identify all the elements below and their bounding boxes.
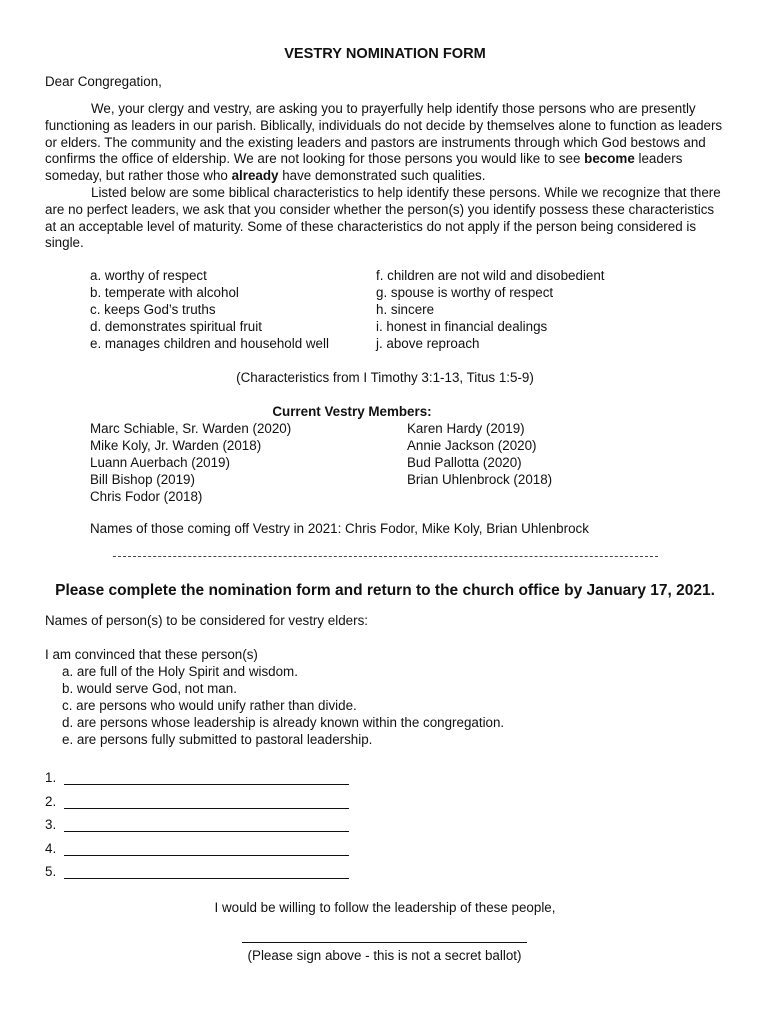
conviction-reason: c. are persons who would unify rather than divide. — [62, 698, 357, 713]
vestry-member: Karen Hardy (2019) — [407, 421, 525, 436]
characteristics-column-right — [376, 268, 605, 353]
intro-bold-become: become — [584, 151, 635, 167]
conviction-reason: d. are persons whose leadership is already known within the congregation. — [62, 715, 505, 730]
nominee-line-4[interactable] — [64, 855, 349, 856]
characteristic-item: h. sincere — [376, 302, 435, 317]
signature-note: (Please sign above - this is not a secret ballot) — [247, 948, 522, 963]
characteristics-column-left — [90, 268, 329, 353]
intro-paragraph-2: Listed below are some biblical characteristics to help identify these persons. While we recognize that there are no perfect leaders, we ask that you consider whether the person(s) you identify possess these characteristics at an acceptable level of maturity. Some of these characteristics do not apply if the person being considered is single. — [45, 184, 721, 251]
nominee-number: 1. — [45, 770, 57, 785]
vestry-members-column-left — [90, 421, 291, 506]
vestry-member: Mike Koly, Jr. Warden (2018) — [90, 438, 262, 453]
nominee-number: 2. — [45, 793, 57, 809]
characteristic-item: a. worthy of respect — [90, 268, 207, 283]
vestry-member: Annie Jackson (2020) — [407, 438, 537, 453]
intro-text-1: We, your clergy and vestry, are asking you to prayerfully help identify those persons who are presently functioning as leaders in our parish. Biblically, individuals do not decide by themselves alone to function as leaders or elders. The community and the existing leaders and pastors are instruments through which God bestows and confirms the office of eldership. We are not looking for those persons you would like to see — [45, 101, 723, 167]
names-label: Names of person(s) to be considered for vestry elders: — [45, 613, 369, 628]
nominee-line-2[interactable] — [64, 808, 349, 809]
cut-divider — [113, 556, 658, 557]
characteristic-item: j. above reproach — [376, 336, 480, 351]
conviction-reason: b. would serve God, not man. — [62, 681, 237, 696]
vestry-members-column-right — [407, 421, 552, 489]
intro-text-3: have demonstrated such qualities. — [278, 168, 486, 184]
intro-bold-already: already — [231, 168, 279, 184]
signature-line[interactable] — [242, 942, 527, 943]
nominee-line-1[interactable] — [64, 784, 349, 785]
follow-statement: I would be willing to follow the leadership of these people, — [214, 900, 556, 915]
characteristic-item: d. demonstrates spiritual fruit — [90, 319, 262, 334]
vestry-member: Marc Schiable, Sr. Warden (2020) — [90, 421, 292, 436]
characteristic-item: g. spouse is worthy of respect — [376, 285, 554, 300]
vestry-member: Bud Pallotta (2020) — [407, 455, 522, 470]
vestry-member: Luann Auerbach (2019) — [90, 455, 230, 470]
nominee-number: 3. — [45, 817, 57, 832]
return-instruction: Please complete the nomination form and return to the church office by January 17, 2021. — [55, 582, 715, 599]
characteristic-item: i. honest in financial dealings — [376, 319, 548, 334]
intro-text-2: leaders someday, but rather those who — [45, 151, 683, 184]
conviction-reason: a. are full of the Holy Spirit and wisdom. — [62, 664, 298, 679]
characteristic-item: b. temperate with alcohol — [90, 285, 239, 300]
nominee-number: 5. — [45, 864, 57, 879]
nominee-number: 4. — [45, 840, 57, 856]
salutation: Dear Congregation, — [45, 74, 162, 89]
vestry-member: Bill Bishop (2019) — [90, 472, 195, 487]
scripture-citation: (Characteristics from I Timothy 3:1-13, Titus 1:5-9) — [236, 370, 534, 385]
nominee-line-3[interactable] — [64, 831, 349, 832]
characteristic-item: c. keeps God’s truths — [90, 302, 216, 317]
conviction-statement — [45, 647, 504, 749]
vestry-members-heading: Current Vestry Members: — [272, 404, 432, 419]
conviction-reason: e. are persons fully submitted to pastoral leadership. — [62, 732, 373, 747]
leaving-vestry-note: Names of those coming off Vestry in 2021: Chris Fodor, Mike Koly, Brian Uhlenbrock — [90, 521, 589, 536]
characteristic-item: e. manages children and household well — [90, 336, 329, 351]
characteristic-item: f. children are not wild and disobedient — [376, 268, 605, 283]
vestry-member: Chris Fodor (2018) — [90, 489, 203, 504]
page-title: VESTRY NOMINATION FORM — [284, 46, 486, 62]
nominee-line-5[interactable] — [64, 878, 349, 879]
conviction-intro: I am convinced that these person(s) — [45, 647, 258, 662]
vestry-member: Brian Uhlenbrock (2018) — [407, 472, 553, 487]
intro-paragraph-1 — [45, 101, 725, 252]
